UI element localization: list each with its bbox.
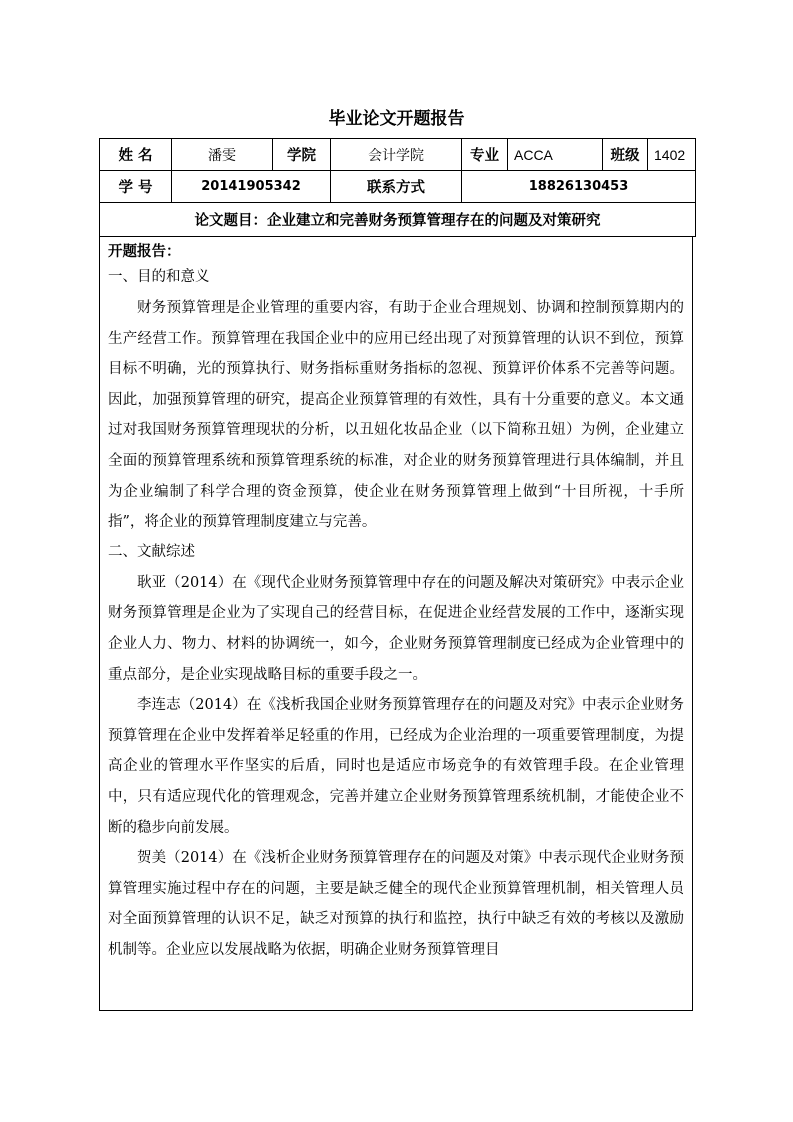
report-body: [99, 237, 693, 1011]
literature-paragraph-2: 李连志（2014）在《浅析我国企业财务预算管理存在的问题及对究》中表示企业财务预算管理在企业中发挥着举足轻重的作用，已经成为企业治理的一项重要管理制度，为提高企业的管理水平作坚实的后盾，同时也是适应市场竞争的有效管理手段。在企业管理中，只有适应现代化的管理观念，完善并建立企业财务预算管理系统机制，才能使企业不断的稳步向前发展。: [108, 697, 684, 836]
class-label: 班级: [603, 139, 648, 171]
section1-heading: 一、目的和意义: [108, 269, 210, 285]
class-value: 1402: [648, 139, 696, 171]
college-value: 会计学院: [331, 139, 462, 171]
contact-value: 18826130453: [462, 171, 696, 203]
section1-paragraph: 财务预算管理是企业管理的重要内容，有助于企业合理规划、协调和控制预算期内的生产经营工作。预算管理在我国企业中的应用已经出现了对预算管理的认识不到位，预算目标不明确，光的预算执行、财务指标重财务指标的忽视、预算评价体系不完善等问题。因此，加强预算管理的研究，提高企业预算管理的有效性，具有十分重要的意义。本文通过对我国财务预算管理现状的分析，以丑妞化妆品企业（以下简称丑妞）为例，企业建立全面的预算管理系统和预算管理系统的标准，对企业的财务预算管理进行具体编制，并且为企业编制了科学合理的资金预算，使企业在财务预算管理上做到“十目所视，十手所指”，将企业的预算管理制度建立与完善。: [108, 300, 684, 531]
name-value: 潘雯: [172, 139, 273, 171]
info-table: [99, 138, 696, 237]
thesis-title: 论文题目：企业建立和完善财务预算管理存在的问题及对策研究: [100, 203, 696, 237]
info-row-2: [100, 171, 696, 203]
name-label: 姓 名: [100, 139, 172, 171]
student-id-value: 20141905342: [172, 171, 331, 203]
info-row-1: [100, 139, 696, 171]
thesis-row: [100, 203, 696, 237]
major-label: 专业: [462, 139, 508, 171]
major-value: ACCA: [508, 139, 603, 171]
section2-heading: 二、文献综述: [108, 543, 195, 560]
student-id-label: 学 号: [100, 171, 172, 203]
literature-paragraph-3: 贺美（2014）在《浅析企业财务预算管理存在的问题及对策》中表示现代企业财务预算管理实施过程中存在的问题，主要是缺乏健全的现代企业预算管理机制，相关管理人员对全面预算管理的认识不足，缺乏对预算的执行和监控，执行中缺乏有效的考核以及激励机制等。企业应以发展战略为依据，明确企业财务预算管理目: [108, 850, 684, 958]
page-title: 毕业论文开题报告: [328, 109, 465, 129]
literature-paragraph-1: 耿亚（2014）在《现代企业财务预算管理中存在的问题及解决对策研究》中表示企业财务预算管理是企业为了实现自己的经营目标，在促进企业经营发展的工作中，逐渐实现企业人力、物力、材料的协调统一，如今，企业财务预算管理制度已经成为企业管理中的重点部分，是企业实现战略目标的重要手段之一。: [108, 574, 684, 683]
college-label: 学院: [273, 139, 331, 171]
contact-label: 联系方式: [331, 171, 462, 203]
report-label: 开题报告：: [108, 244, 181, 260]
